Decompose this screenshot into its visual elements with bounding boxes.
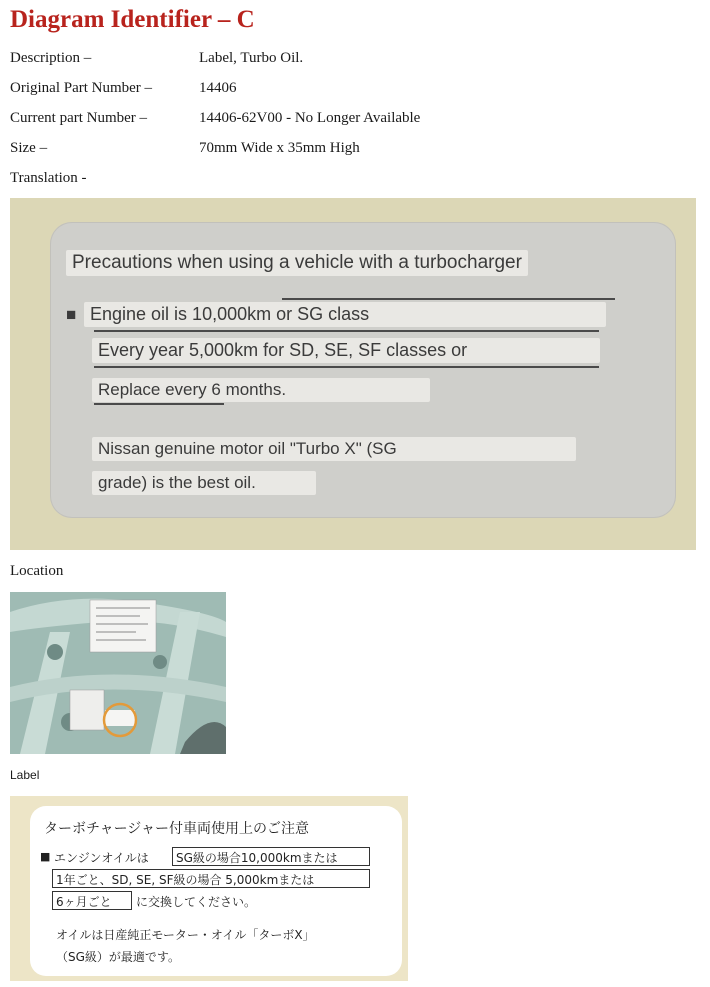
location-photo-illustration — [10, 592, 226, 754]
field-value: Label, Turbo Oil. — [199, 50, 304, 66]
bullet-icon: ■ — [66, 305, 77, 324]
field-key: Original Part Number – — [10, 80, 153, 96]
field-key: Description – — [10, 50, 92, 66]
translation-line-4: Nissan genuine motor oil "Turbo X" (SG — [92, 437, 576, 461]
jp-line-3a: 6ヶ月ごと — [56, 895, 112, 909]
location-label: Location — [10, 563, 64, 579]
translation-line-3: Replace every 6 months. — [92, 378, 430, 402]
translation-heading: Precautions when using a vehicle with a turbocharger — [66, 250, 528, 276]
translation-line-2: Every year 5,000km for SD, SE, SF classes or — [92, 338, 600, 363]
field-value: 14406-62V00 - No Longer Available — [199, 110, 421, 126]
field-key: Size – — [10, 140, 48, 156]
jp-line-5: （SG級）が最適です。 — [56, 950, 180, 964]
jp-line-1b: SG級の場合10,000kmまたは — [176, 851, 338, 865]
jp-bullet-icon: ■ — [40, 850, 51, 863]
location-photo — [10, 592, 226, 754]
original-label-image — [10, 796, 408, 981]
jp-line-2: 1年ごと、SD, SE, SF級の場合 5,000kmまたは — [56, 873, 315, 887]
jp-line-4: オイルは日産純正モーター・オイル「ターボX」 — [56, 928, 315, 942]
label-label: Label — [10, 768, 40, 782]
underline — [94, 403, 224, 405]
jp-line-3b: に交換してください。 — [136, 895, 257, 909]
underline — [94, 366, 599, 368]
page-title: Diagram Identifier – C — [10, 6, 255, 33]
underline — [282, 298, 615, 300]
field-key: Current part Number – — [10, 110, 148, 126]
jp-line-1a: エンジンオイルは — [54, 851, 149, 865]
jp-heading: ターボチャージャー付車両使用上のご注意 — [44, 821, 310, 837]
translation-label: Translation - — [10, 170, 87, 186]
translation-line-1: Engine oil is 10,000km or SG class — [84, 302, 606, 327]
underline — [94, 330, 599, 332]
translation-image — [10, 198, 696, 550]
translation-line-5: grade) is the best oil. — [92, 471, 316, 495]
field-value: 14406 — [199, 80, 237, 96]
field-value: 70mm Wide x 35mm High — [199, 140, 360, 156]
